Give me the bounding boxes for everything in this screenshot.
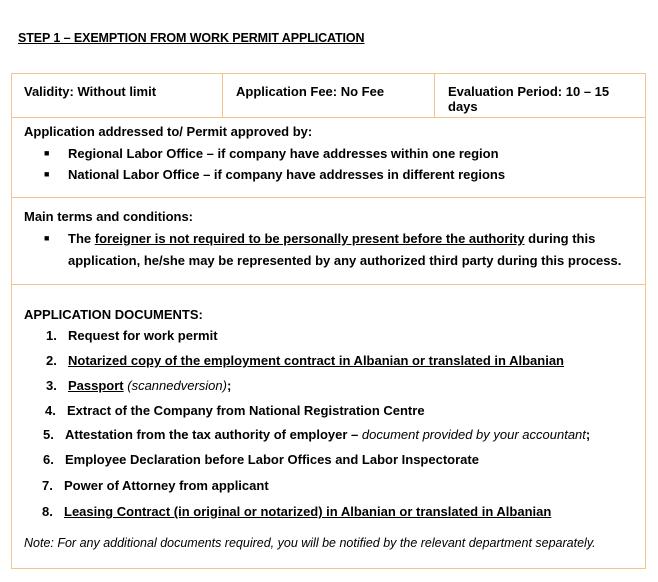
item-text: Request for work permit: [68, 328, 218, 343]
item-number: 1.: [46, 328, 57, 343]
document-item: [42, 504, 551, 519]
item-text: Extract of the Company from National Registration Centre: [67, 403, 425, 418]
addressed-heading: Application addressed to/ Permit approved by:: [24, 124, 313, 139]
item-number: 3.: [46, 378, 57, 393]
terms-text: The: [68, 231, 92, 246]
item-italic-text: document provided by your accountant: [361, 427, 586, 442]
item-number: 6.: [43, 452, 54, 467]
list-item-text: National Labor Office – if company have addresses in different regions: [68, 167, 506, 182]
document-item: [46, 353, 564, 368]
footnote: Note: For any additional documents required, you will be notified by the relevant department separately.: [24, 536, 596, 550]
list-item: [44, 167, 505, 182]
terms-line-2: application, he/she may be represented by any authorized third party during this process.: [68, 253, 622, 268]
item-text: Leasing Contract (in original or notarized) in Albanian or translated in Albanian: [64, 504, 552, 519]
validity-cell: Validity: Without limit: [24, 84, 157, 99]
page-title: STEP 1 – EXEMPTION FROM WORK PERMIT APPLICATION: [18, 31, 365, 45]
terms-text: during this: [528, 231, 596, 246]
terms-line-1: [68, 231, 595, 246]
row-divider: [12, 284, 645, 285]
document-item: [45, 403, 425, 418]
bullet-icon: ■: [44, 169, 50, 179]
item-text: Notarized copy of the employment contract in Albanian or translated in Albanian: [68, 353, 564, 368]
list-item-text: Regional Labor Office – if company have addresses within one region: [68, 146, 499, 161]
document-item: [42, 478, 269, 493]
list-item: [44, 231, 595, 246]
item-italic-text: (scannedversion): [123, 378, 227, 393]
document-item: [43, 452, 479, 467]
item-number: 5.: [43, 427, 54, 442]
list-item: [44, 146, 499, 161]
bullet-icon: ■: [44, 148, 50, 158]
item-tail: ;: [585, 427, 591, 442]
exemption-table: [11, 73, 646, 569]
item-number: 2.: [46, 353, 57, 368]
column-divider: [222, 74, 223, 117]
bullet-icon: ■: [44, 233, 50, 243]
document-item: [43, 427, 590, 442]
item-tail: ;: [226, 378, 232, 393]
document-item: [46, 378, 231, 393]
item-number: 4.: [45, 403, 56, 418]
evaluation-cell: Evaluation Period: 10 – 15 days: [448, 84, 610, 114]
item-number: 7.: [42, 478, 53, 493]
terms-underlined-text: foreigner is not required to be personally present before the authority: [94, 231, 525, 246]
terms-heading: Main terms and conditions:: [24, 209, 194, 224]
item-text: Attestation from the tax authority of employer –: [65, 427, 362, 442]
item-number: 8.: [42, 504, 53, 519]
fee-cell: Application Fee: No Fee: [236, 84, 385, 99]
item-text: Passport: [68, 378, 124, 393]
item-text: Power of Attorney from applicant: [64, 478, 269, 493]
item-text: Employee Declaration before Labor Offices and Labor Inspectorate: [65, 452, 479, 467]
row-divider: [12, 197, 645, 198]
row-divider: [12, 117, 645, 118]
document-item: [46, 328, 218, 343]
column-divider: [434, 74, 435, 117]
documents-heading: APPLICATION DOCUMENTS:: [24, 307, 203, 322]
